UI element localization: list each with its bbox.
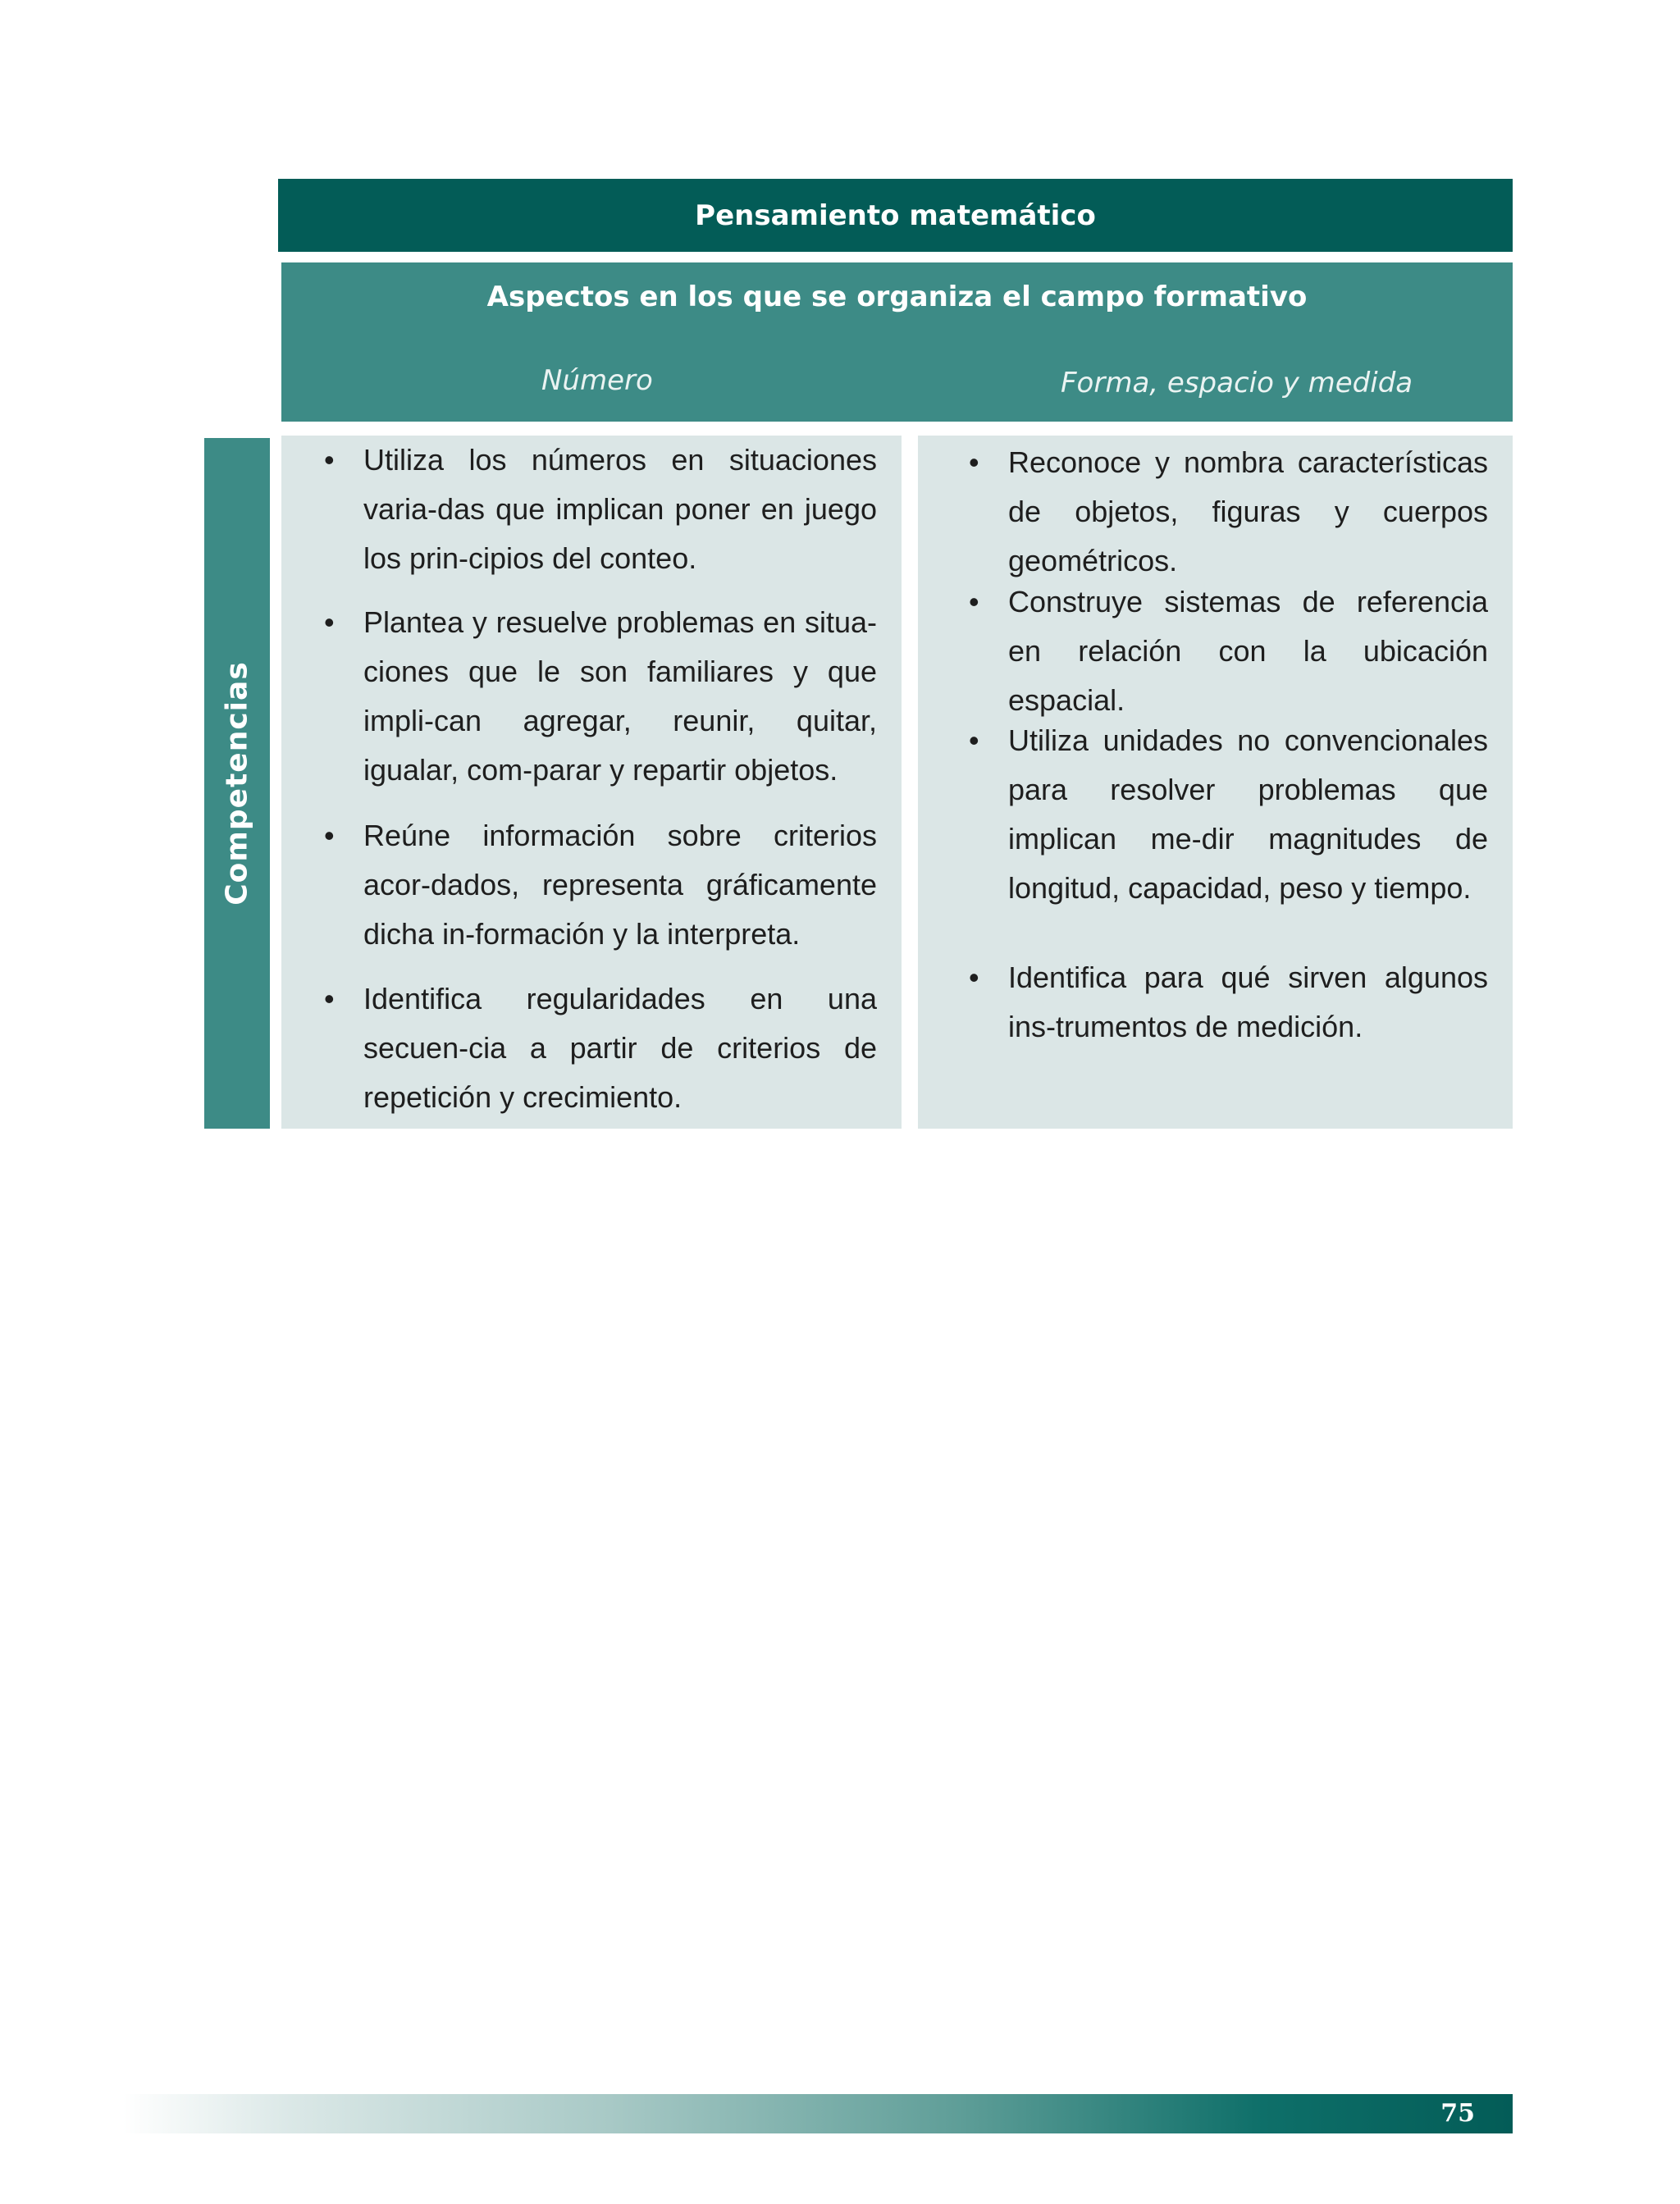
bullet-icon: • bbox=[969, 445, 979, 479]
competencias-label: Competencias bbox=[220, 661, 254, 906]
list-item bbox=[281, 811, 877, 959]
list-item-text: Reúne información sobre criterios acor-dados, representa gráficamente dicha in-formación y la interpreta. bbox=[363, 819, 877, 951]
list-item-text: Construye sistemas de referencia en relación con la ubicación espacial. bbox=[1008, 585, 1488, 717]
list-item-text: Utiliza los números en situaciones varia-das que implican poner en juego los prin-cipios del conteo. bbox=[363, 443, 877, 575]
bullet-icon: • bbox=[324, 443, 335, 477]
list-item-text: Identifica regularidades en una secuen-cia a partir de criterios de repetición y crecimiento. bbox=[363, 982, 877, 1114]
list-item bbox=[281, 974, 877, 1122]
table-title: Pensamiento matemático bbox=[278, 179, 1513, 252]
bullet-icon: • bbox=[324, 819, 335, 852]
forma-competencias-panel bbox=[918, 436, 1513, 1129]
list-item-text: Identifica para qué sirven algunos ins-trumentos de medición. bbox=[1008, 961, 1488, 1043]
footer-gradient-bar bbox=[123, 2094, 1513, 2133]
aspects-title: Aspectos en los que se organiza el campo formativo bbox=[486, 281, 1308, 313]
competencias-side-bar bbox=[204, 438, 270, 1129]
column-header-forma: Forma, espacio y medida bbox=[1061, 367, 1413, 399]
bullet-icon: • bbox=[969, 585, 979, 618]
list-item bbox=[918, 953, 1488, 1052]
list-item bbox=[918, 716, 1488, 913]
list-item-text: Utiliza unidades no convencionales para resolver problemas que implican me-dir magnitudes de longitud, capacidad, peso y tiempo. bbox=[1008, 723, 1488, 905]
list-item bbox=[281, 436, 877, 583]
numero-competencias-panel bbox=[281, 436, 902, 1129]
bullet-icon: • bbox=[969, 723, 979, 757]
bullet-icon: • bbox=[969, 961, 979, 994]
aspects-header bbox=[281, 262, 1513, 422]
list-item bbox=[281, 598, 877, 795]
bullet-icon: • bbox=[324, 605, 335, 639]
page-number: 75 bbox=[1440, 2099, 1475, 2128]
list-item bbox=[918, 577, 1488, 725]
bullet-icon: • bbox=[324, 982, 335, 1015]
list-item-text: Plantea y resuelve problemas en situa-ciones que le son familiares y que impli-can agregar, reunir, quitar, igualar, com-parar y repartir objetos. bbox=[363, 605, 877, 787]
list-item bbox=[918, 438, 1488, 586]
list-item-text: Reconoce y nombra características de objetos, figuras y cuerpos geométricos. bbox=[1008, 445, 1488, 577]
column-header-numero: Número bbox=[541, 364, 653, 397]
